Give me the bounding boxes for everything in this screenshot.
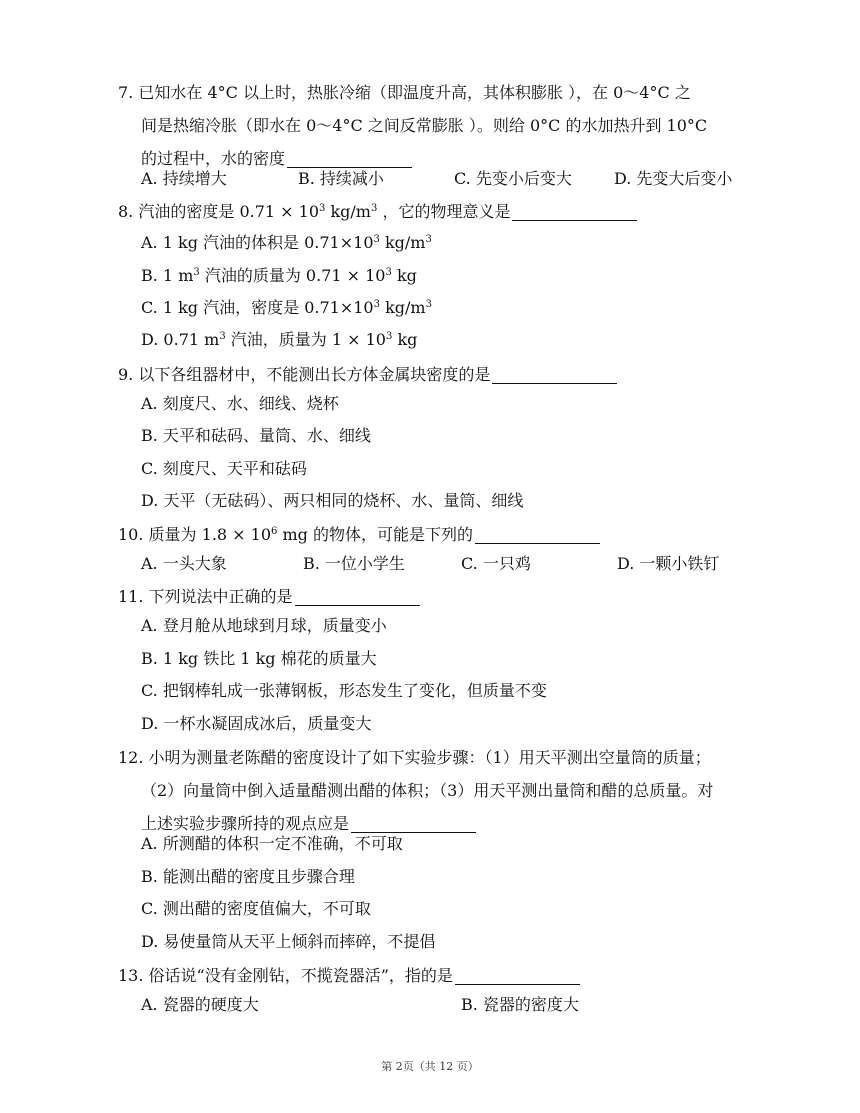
page-footer: 第 2页（共 12 页） — [381, 1060, 479, 1073]
option-d[interactable]: D. 一颗小铁钉 — [617, 554, 720, 573]
question-text: 俗话说“没有金刚钻，不揽瓷器活”，指的是 — [148, 966, 453, 985]
option-c[interactable]: C. 一只鸡 — [461, 554, 531, 573]
option-c[interactable]: C. 刻度尺、天平和砝码 — [141, 459, 307, 478]
option-a[interactable]: A. 登月舱从地球到月球，质量变小 — [141, 616, 387, 635]
question-number: 9. — [118, 365, 134, 384]
option-d[interactable]: D. 天平（无砝码）、两只相同的烧杯、水、量筒、细线 — [141, 491, 524, 510]
option-a[interactable]: A. 瓷器的硬度大 — [141, 995, 259, 1014]
option-d[interactable]: D. 0.71 $m^3$ 汽油，质量为 $1 \times 10^3$ kg — [141, 330, 418, 349]
question-number: 12. — [118, 748, 144, 767]
question-text: 质量为 $1.8 \times 10^6$ mg 的物体，可能是下列的 — [148, 525, 473, 544]
option-b[interactable]: B. 1 kg 铁比 1 kg 棉花的质量大 — [141, 649, 377, 668]
option-c[interactable]: C. 测出醋的密度值偏大，不可取 — [141, 899, 371, 918]
option-b[interactable]: B. 一位小学生 — [303, 554, 405, 573]
answer-blank[interactable] — [455, 964, 580, 985]
answer-blank[interactable] — [295, 585, 420, 606]
answer-blank[interactable] — [512, 200, 637, 221]
option-c[interactable]: C. 1 kg 汽油，密度是 $0.71\times 10^3$ $kg/m^3$ — [141, 298, 432, 317]
question-number: 7. — [118, 83, 134, 102]
question-10 — [118, 518, 768, 551]
question-text: 小明为测量老陈醋的密度设计了如下实验步骤：（1）用天平测出空量筒的质量； — [148, 748, 711, 767]
option-a[interactable]: A. 一头大象 — [141, 554, 227, 573]
question-11 — [118, 580, 768, 613]
option-a[interactable]: A. 刻度尺、水、细线、烧杯 — [141, 394, 339, 413]
question-text: 以下各组器材中，不能测出长方体金属块密度的是 — [138, 365, 491, 384]
option-b[interactable]: B. 天平和砝码、量筒、水、细线 — [141, 426, 371, 445]
answer-blank[interactable] — [492, 363, 617, 384]
question-8 — [118, 195, 768, 228]
question-9 — [118, 358, 768, 391]
question-number: 8. — [118, 202, 134, 221]
answer-blank[interactable] — [287, 147, 412, 168]
question-text: （2）向量筒中倒入适量醋测出醋的体积；（3）用天平测出量筒和醋的总质量。对 — [141, 781, 714, 800]
option-b[interactable]: B. 1 $m^3$ 汽油的质量为 $0.71 \times 10^3$ kg — [141, 266, 417, 285]
answer-blank[interactable] — [475, 523, 600, 544]
option-c[interactable]: C. 把钢棒轧成一张薄钢板，形态发生了变化，但质量不变 — [141, 681, 547, 700]
question-13 — [118, 959, 768, 992]
answer-blank[interactable] — [351, 812, 476, 833]
option-d[interactable]: D. 一杯水凝固成冰后，质量变大 — [141, 714, 372, 733]
question-text: 上述实验步骤所持的观点应是 — [141, 814, 350, 833]
question-number: 11. — [118, 587, 144, 606]
question-7 — [118, 76, 768, 175]
question-number: 13. — [118, 966, 144, 985]
option-d[interactable]: D. 易使量筒从天平上倾斜而摔碎，不提倡 — [141, 932, 436, 951]
option-b[interactable]: B. 能测出醋的密度且步骤合理 — [141, 867, 355, 886]
option-c[interactable]: C. 先变小后变大 — [454, 169, 572, 188]
option-b[interactable]: B. 持续减小 — [298, 169, 384, 188]
question-text: 已知水在 4°C 以上时，热胀冷缩（即温度升高，其体积膨胀 ），在 0～4°C 之 — [138, 83, 691, 102]
question-12 — [118, 741, 768, 840]
option-a[interactable]: A. 所测醋的体积一定不准确，不可取 — [141, 834, 403, 853]
question-text: 汽油的密度是 $0.71 \times 10^3$ $kg/m^3$ ，它的物理意义是 — [138, 202, 511, 221]
question-text: 下列说法中正确的是 — [148, 587, 293, 606]
question-number: 10. — [118, 525, 144, 544]
option-b[interactable]: B. 瓷器的密度大 — [461, 995, 579, 1014]
option-a[interactable]: A. 1 kg 汽油的体积是 $0.71\times 10^3$ $kg/m^3$ — [141, 233, 432, 252]
option-a[interactable]: A. 持续增大 — [141, 169, 227, 188]
option-d[interactable]: D. 先变大后变小 — [614, 169, 733, 188]
question-text: 间是热缩冷胀（即水在 0～4°C 之间反常膨胀 ）。则给 0°C 的水加热升到 10°C — [141, 116, 708, 135]
question-text: 的过程中，水的密度 — [141, 149, 286, 168]
